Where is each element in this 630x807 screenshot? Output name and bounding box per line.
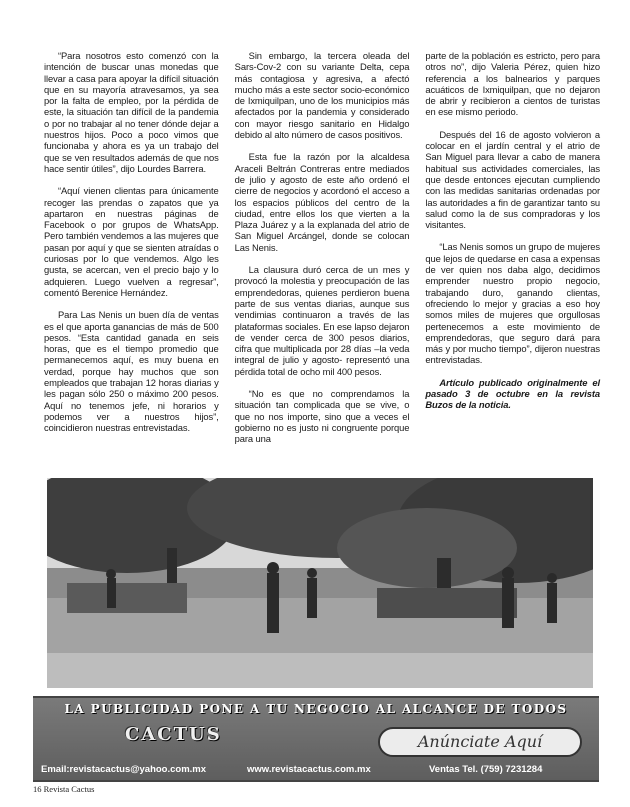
- publication-note: Artículo publicado originalmente el pasado 3 de octubre en la revista Buzos de la noticia.: [425, 376, 601, 411]
- paragraph: Después del 16 de agosto volvieron a colocar en el jardín central y el atrio de San Miguel para llevar a cabo de manera habitual sus actividades comerciales, las que desde entonces ejecutan cumpliendo con las medidas sanitarias ordenadas por las autoridades a fin de garantizar tanto su salud como la de sus compradoras y los visitantes.: [425, 128, 601, 231]
- paragraph: Sin embargo, la tercera oleada del Sars-Cov-2 con su variante Delta, cepa más contagiosa y agresiva, a afectó mucho más a este sector socio-económico de Ixmiquilpan, uno de los municipios más afectados por la pandemia y considerado con mayor riesgo sanitario en Hidalgo debido al alto número de casos positivos.: [234, 50, 410, 141]
- ad-email[interactable]: Email:revistacactus@yahoo.com.mx: [41, 764, 207, 775]
- paragraph: La clausura duró cerca de un mes y provocó la molestia y preocupación de las emprendedoras, quienes perdieron buena parte de sus ventas diarias, aunque sus vendimias continuaron a través de las plataformas sociales. En ese lapso dejaron de vender cerca de 300 pesos diarios, cifra que multiplicada por 28 días –la veda integral de julio y agosto- representó una pérdida total de ocho mil 400 pesos.: [234, 264, 410, 377]
- paragraph: “Aquí vienen clientas para únicamente recoger las prendas o zapatos que ya apartaron en nuestras páginas de Facebook o por grupos de WhatsApp. Pero también vendemos a las mujeres que pasan por aquí y que se sienten atraídas o curiosas por lo que vendemos. Algo les gusta, se acercan, ven el precio bajo y lo adquieren. Luego vuelven a regresar”, comentó Berenice Hernández.: [44, 185, 219, 298]
- paragraph: parte de la población es estricto, pero para otros no”, dijo Valeria Pérez, quien hizo referencia a los balnearios y parques acuáticos de Ixmiquilpan, que no dejaron de abrir y recibieron a cientos de turistas en ese mismo periodo.: [425, 50, 601, 118]
- column-3: [425, 50, 600, 470]
- paragraph: “Para nosotros esto comenzó con la intención de buscar unas monedas que llevar a casa para apoyar la difícil situación que en su mayoría atravesamos, ya sea por la falta de empleo, por la pérdida de este, la situación tan difícil de la pandemia o por no trabajar al no tener dónde dejar a nuestros hijos. Poco a poco vimos que funcionaba y ahora es ya un trabajo del que se ven resultados además de que nos hace sentir útiles”, dijo Lourdes Barrera.: [44, 50, 219, 174]
- paragraph: “Las Nenis somos un grupo de mujeres que lejos de quedarse en casa a expensas de ver quien nos daba algo, decidimos emprender nuestro propio negocio, trabajando duro, ganando clientas, ofreciendo lo mejor y gracias a eso hoy somos miles de mujeres que orgullosas pertenecemos a este movimiento de emprendedoras, que seguro dará para más y por mucho tiempo”, dijeron nuestras entrevistadas.: [425, 241, 601, 366]
- column-1: [44, 50, 219, 470]
- cactus-logo: CACTUS: [125, 724, 222, 745]
- market-photo-illustration: [47, 478, 593, 688]
- ad-phone: Ventas Tel. (759) 7231284: [429, 764, 543, 775]
- column-2: [235, 50, 410, 470]
- market-photo: [47, 478, 593, 688]
- advertisement-banner[interactable]: [33, 696, 599, 782]
- ad-website[interactable]: www.revistacactus.com.mx: [247, 764, 371, 775]
- ad-headline: LA PUBLICIDAD PONE A TU NEGOCIO AL ALCANCE DE TODOS: [64, 702, 568, 716]
- article-columns: [44, 50, 600, 470]
- advertise-here-button[interactable]: Anúnciate Aquí: [378, 727, 582, 757]
- paragraph: Esta fue la razón por la alcaldesa Araceli Beltrán Contreras entre mediados de julio y agosto de este año ordenó el cierre de negocios y acordonó el acceso a los espacios públicos del centro de la ciudad, entre ellos los que vierten a la Plaza Juárez y a la explanada del atrio de San Miguel Arcángel, donde se colocan Las Nenis.: [234, 151, 410, 253]
- paragraph: “No es que no comprendamos la situación tan complicada que se vive, o que no nos importe, sino que a veces el gobierno no es justo ni congruente porque para una: [234, 388, 410, 445]
- paragraph: Para Las Nenis un buen día de ventas es el que aporta ganancias de más de 500 pesos. “Esta cantidad ganada en seis horas, que es el tiempo promedio que permanecemos aquí, es muy buena en verdad, porque hay muchos que son empleados que trabajan 12 horas diarias y les pagan sólo 250 o máximo 200 pesos. Aquí no tenemos jefe, ni horarios y podemos ver a nuestros hijos”, coincidieron nuestras entrevistadas.: [44, 309, 219, 434]
- page-folio: 16 Revista Cactus: [33, 784, 95, 794]
